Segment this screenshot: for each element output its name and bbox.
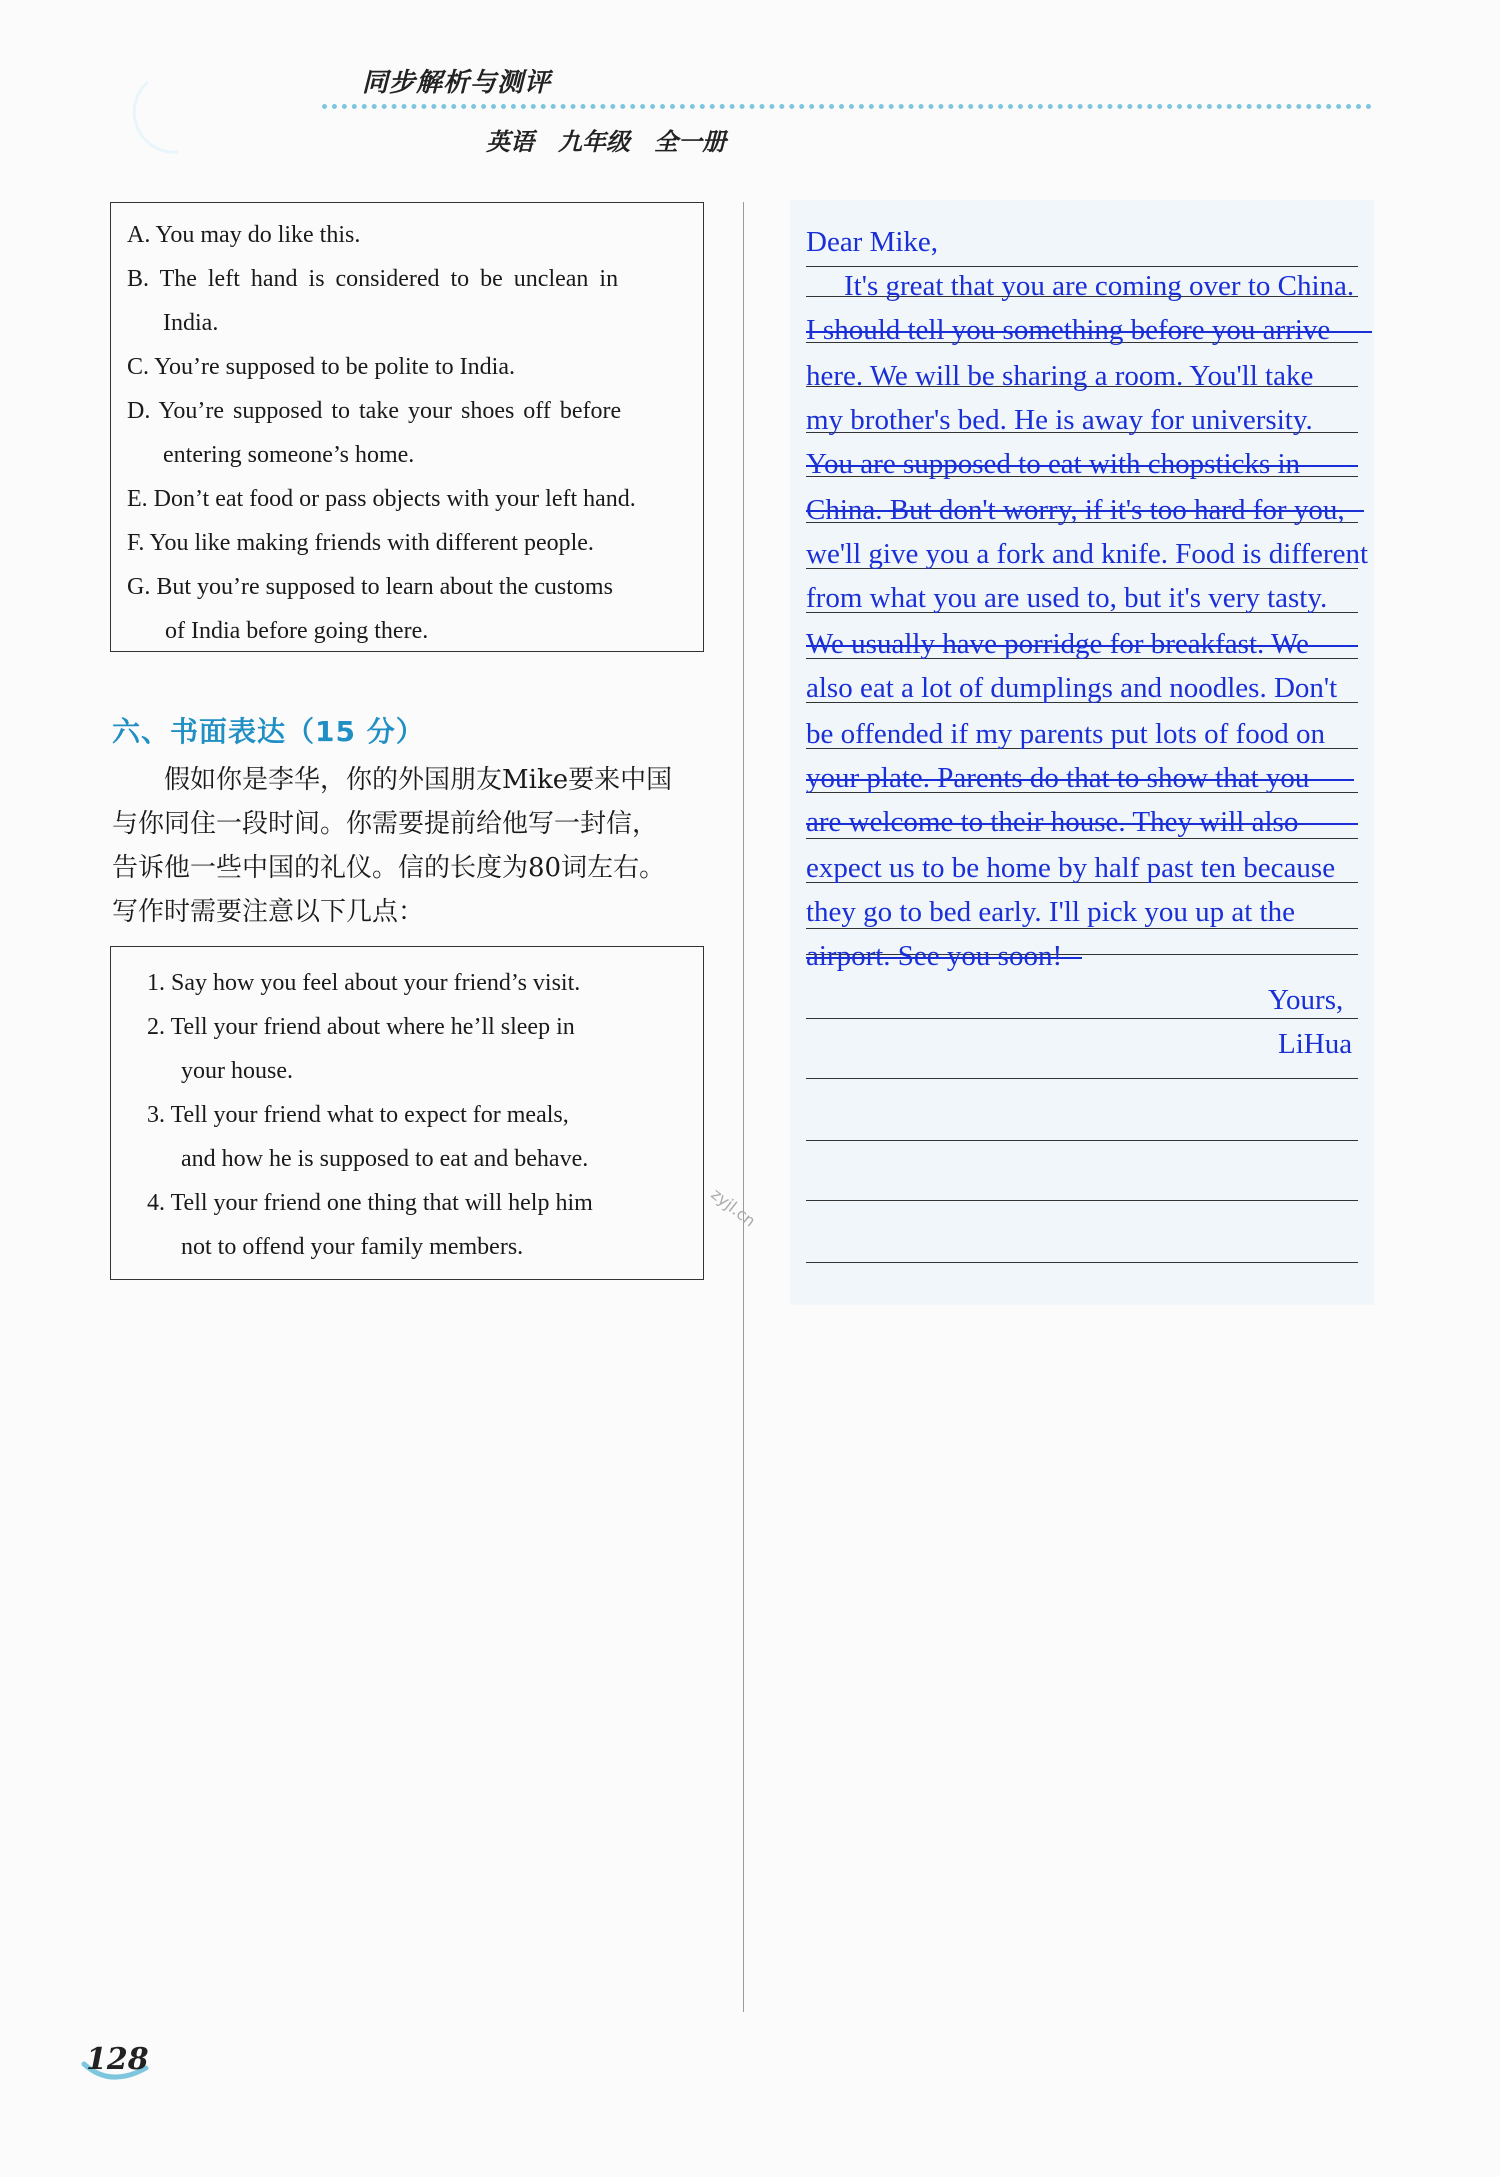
writing-line xyxy=(806,1262,1358,1263)
requirement-2-cont: your house. xyxy=(181,1058,293,1084)
letter-line: my brother's bed. He is away for university. xyxy=(806,404,1313,436)
letter-greeting: Dear Mike, xyxy=(806,226,939,258)
letter-line: You are supposed to eat with chopsticks in xyxy=(806,448,1301,480)
strikethrough-mark xyxy=(806,779,1354,781)
letter-line: your plate. Parents do that to show that you xyxy=(806,762,1310,794)
section-heading: 六、书面表达（15 分） xyxy=(112,715,425,748)
letter-line: expect us to be home by half past ten because xyxy=(806,852,1336,884)
option-b-cont: India. xyxy=(163,310,219,336)
prompt-line-2: 与你同住一段时间。你需要提前给他写一封信， xyxy=(112,809,659,839)
column-divider xyxy=(743,202,744,2012)
requirement-3: 3. Tell your friend what to expect for meals, xyxy=(147,1102,569,1128)
requirement-1: 1. Say how you feel about your friend’s visit. xyxy=(147,970,581,996)
series-logo-icon xyxy=(118,52,238,172)
letter-line: I should tell you something before you arrive xyxy=(806,314,1331,346)
writing-line xyxy=(806,1078,1358,1079)
page-number: 128 xyxy=(86,2042,149,2077)
requirement-2: 2. Tell your friend about where he’ll sleep in xyxy=(147,1014,575,1040)
option-a: A. You may do like this. xyxy=(127,222,361,248)
strikethrough-mark xyxy=(806,645,1358,647)
book-series-title: 同步解析与测评 xyxy=(362,68,552,98)
prompt-line-4: 写作时需要注意以下几点： xyxy=(112,897,425,927)
option-c: C. You’re supposed to be polite to India. xyxy=(127,354,515,380)
letter-line: they go to bed early. I'll pick you up at the xyxy=(806,896,1295,928)
letter-line: China. But don't worry, if it's too hard for you, xyxy=(806,494,1345,526)
letter-line: airport. See you soon! xyxy=(806,940,1063,972)
strikethrough-mark xyxy=(806,823,1358,825)
option-g-cont: of India before going there. xyxy=(165,618,429,644)
prompt-line-3: 告诉他一些中国的礼仪。信的长度为80词左右。 xyxy=(112,853,666,883)
writing-line xyxy=(806,1200,1358,1201)
option-b: B. The left hand is considered to be unclean in xyxy=(127,266,619,292)
letter-line: are welcome to their house. They will also xyxy=(806,806,1299,838)
letter-signature: LiHua xyxy=(1278,1028,1353,1060)
options-box xyxy=(110,202,704,652)
letter-line: we'll give you a fork and knife. Food is different xyxy=(806,538,1369,570)
book-subtitle: 英语 九年级 全一册 xyxy=(486,128,726,156)
option-f: F. You like making friends with different people. xyxy=(127,530,594,556)
option-d-cont: entering someone’s home. xyxy=(163,442,415,468)
requirement-3-cont: and how he is supposed to eat and behave. xyxy=(181,1146,589,1172)
letter-line: from what you are used to, but it's very tasty. xyxy=(806,582,1328,614)
prompt-line-1: 假如你是李华，你的外国朋友Mike要来中国 xyxy=(164,765,673,795)
letter-line: be offended if my parents put lots of food on xyxy=(806,718,1325,750)
option-g: G. But you’re supposed to learn about the customs xyxy=(127,574,613,600)
letter-line: also eat a lot of dumplings and noodles. Don't xyxy=(806,672,1338,704)
requirement-4: 4. Tell your friend one thing that will help him xyxy=(147,1190,593,1216)
strikethrough-mark xyxy=(806,957,1082,959)
strikethrough-mark xyxy=(806,465,1358,467)
writing-line xyxy=(806,1018,1358,1019)
strikethrough-mark xyxy=(806,331,1372,333)
strikethrough-mark xyxy=(806,510,1364,512)
writing-line xyxy=(806,1140,1358,1141)
letter-closing: Yours, xyxy=(1268,984,1344,1016)
requirement-4-cont: not to offend your family members. xyxy=(181,1234,524,1260)
letter-line: We usually have porridge for breakfast. We xyxy=(806,628,1309,660)
requirements-box xyxy=(110,946,704,1280)
writing-line xyxy=(806,266,1358,267)
option-d: D. You’re supposed to take your shoes off before xyxy=(127,398,622,424)
letter-line: here. We will be sharing a room. You'll take xyxy=(806,360,1314,392)
letter-line: It's great that you are coming over to China. xyxy=(844,270,1355,302)
watermark: zyjl.cn xyxy=(707,1184,760,1231)
header-dotted-rule xyxy=(322,104,1372,109)
option-e: E. Don’t eat food or pass objects with your left hand. xyxy=(127,486,636,512)
